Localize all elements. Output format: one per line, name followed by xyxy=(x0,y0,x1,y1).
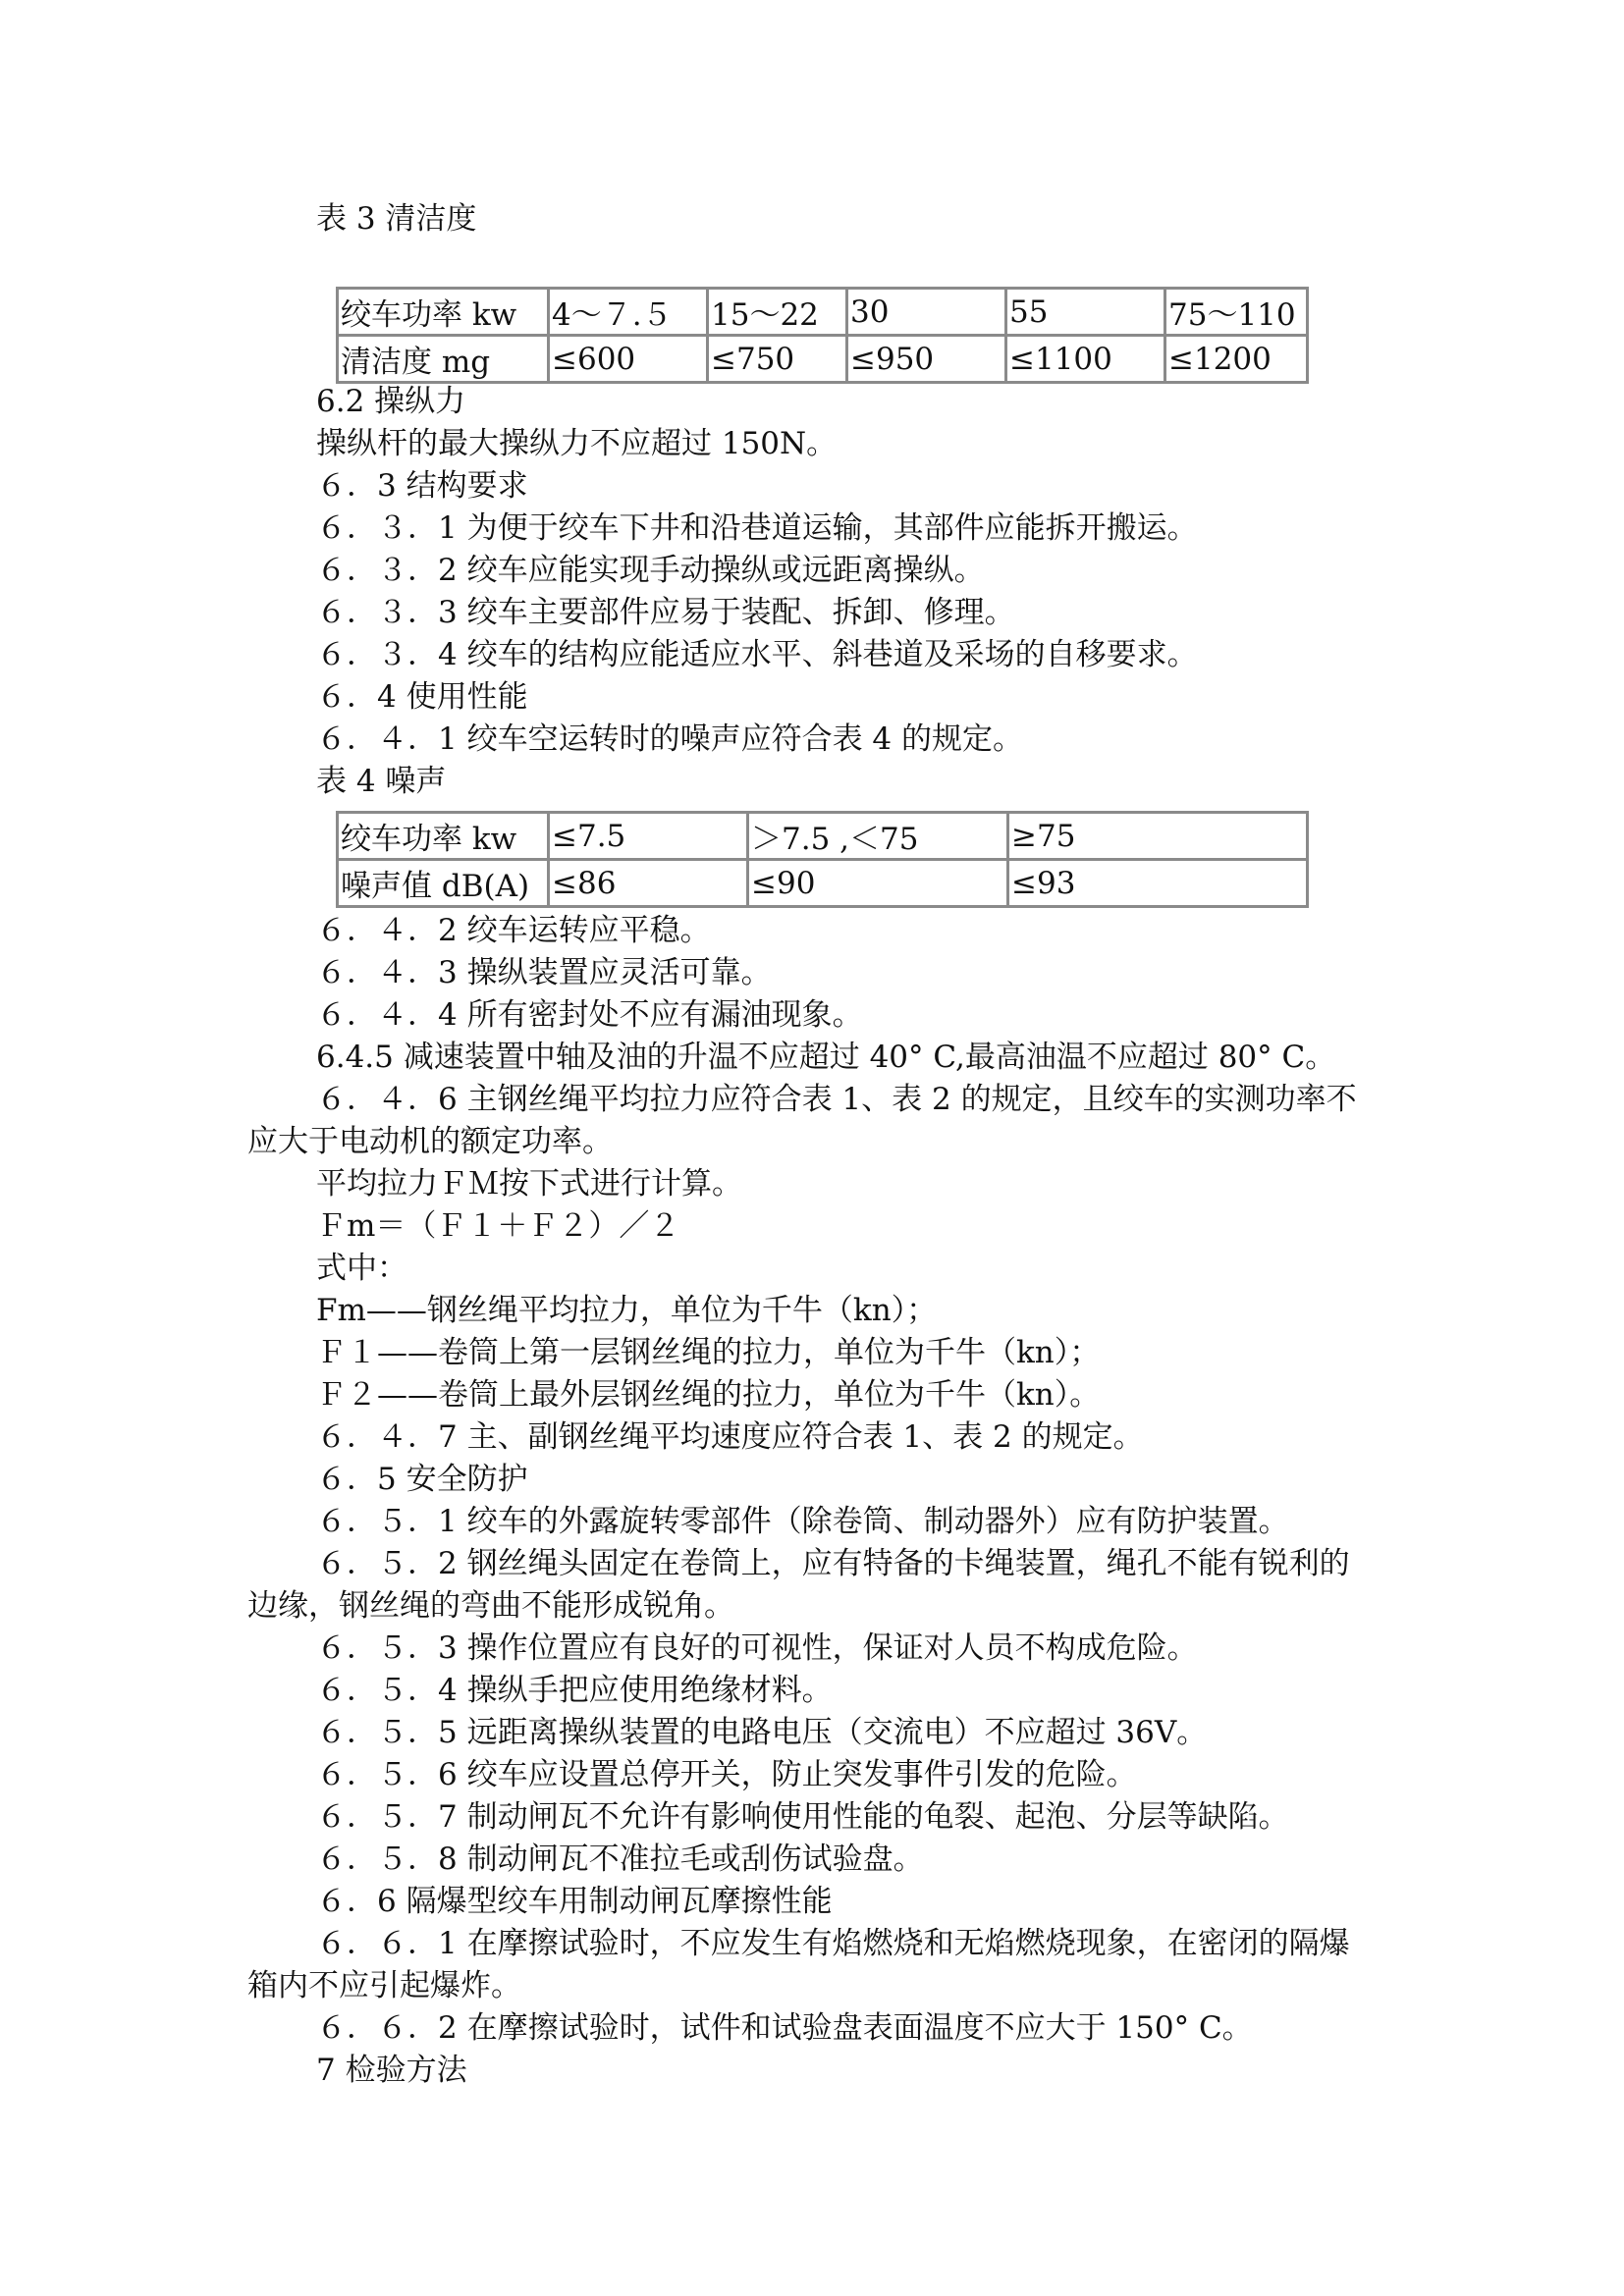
body-line: 箱内不应引起爆炸。 xyxy=(247,1968,521,2003)
table-cell: 清洁度 mg xyxy=(338,336,549,383)
table-cell: ≤7.5 xyxy=(549,813,748,860)
body-line: ６．３．4 绞车的结构应能适应水平、斜巷道及采场的自移要求。 xyxy=(316,637,1198,672)
table3-caption: 表 3 清洁度 xyxy=(316,201,477,237)
body-line: ６．５．7 制动闸瓦不允许有影响使用性能的龟裂、起泡、分层等缺陷。 xyxy=(316,1799,1289,1835)
table-cell: 30 xyxy=(847,289,1006,336)
body-line: ６．５．5 远距离操纵装置的电路电压（交流电）不应超过 36V。 xyxy=(316,1715,1208,1750)
table-cell: ≤86 xyxy=(549,860,748,907)
table-cell: ≥75 xyxy=(1008,813,1308,860)
body-line: ６．５．2 钢丝绳头固定在卷筒上，应有特备的卡绳装置，绳孔不能有锐利的 xyxy=(316,1546,1350,1581)
body-line: ６．３．2 绞车应能实现手动操纵或远距离操纵。 xyxy=(316,553,985,588)
body-line: ６．５．3 操作位置应有良好的可视性，保证对人员不构成危险。 xyxy=(316,1630,1198,1666)
body-line: ６．４．4 所有密封处不应有漏油现象。 xyxy=(316,997,863,1033)
body-line: ６．５．4 操纵手把应使用绝缘材料。 xyxy=(316,1673,833,1708)
body-line: 6.4.5 减速装置中轴及油的升温不应超过 40° C,最高油温不应超过 80° C。 xyxy=(316,1040,1336,1075)
table-cell: 55 xyxy=(1006,289,1165,336)
body-line: ６．４．6 主钢丝绳平均拉力应符合表 1、表 2 的规定，且绞车的实测功率不 xyxy=(316,1082,1357,1117)
table-cell: 绞车功率 kw xyxy=(338,289,549,336)
body-line: ６．5 安全防护 xyxy=(316,1462,528,1497)
table-row xyxy=(338,860,1308,907)
table-cell: ≤93 xyxy=(1008,860,1308,907)
formula-line: Ｆm＝（Ｆ１＋Ｆ２）／２ xyxy=(316,1208,680,1244)
table-cell: 绞车功率 kw xyxy=(338,813,549,860)
table-cell: 75～110 xyxy=(1165,289,1308,336)
body-line: ６．6 隔爆型绞车用制动闸瓦摩擦性能 xyxy=(316,1884,833,1919)
table-row xyxy=(338,813,1308,860)
table4-caption: 表 4 噪声 xyxy=(316,764,447,799)
body-line: ６．５．6 绞车应设置总停开关，防止突发事件引发的危险。 xyxy=(316,1757,1137,1792)
body-line: ６．５．1 绞车的外露旋转零部件（除卷筒、制动器外）应有防护装置。 xyxy=(316,1504,1289,1539)
body-line: ６．６．1 在摩擦试验时，不应发生有焰燃烧和无焰燃烧现象，在密闭的隔爆 xyxy=(316,1926,1350,1961)
body-line: ６．４．1 绞车空运转时的噪声应符合表 4 的规定。 xyxy=(316,721,1024,757)
table-row xyxy=(338,336,1308,383)
body-line: ６．４．3 操纵装置应灵活可靠。 xyxy=(316,955,772,990)
body-line: ６．3 结构要求 xyxy=(316,468,528,504)
body-line: 式中： xyxy=(316,1251,407,1286)
body-line: ６．４．2 绞车运转应平稳。 xyxy=(316,913,711,948)
body-line: 应大于电动机的额定功率。 xyxy=(247,1124,613,1159)
body-line: ６．３．1 为便于绞车下井和沿巷道运输，其部件应能拆开搬运。 xyxy=(316,510,1198,546)
table-cell: ＞7.5 ,＜75 xyxy=(748,813,1008,860)
section-heading: 7 检验方法 xyxy=(316,2053,467,2088)
body-line: ６．６．2 在摩擦试验时，试件和试验盘表面温度不应大于 150° C。 xyxy=(316,2010,1253,2046)
body-line: 边缘，钢丝绳的弯曲不能形成锐角。 xyxy=(247,1588,734,1624)
body-line: ６．4 使用性能 xyxy=(316,679,528,715)
body-line: ６．３．3 绞车主要部件应易于装配、拆卸、修理。 xyxy=(316,595,1015,630)
table-cell: ≤600 xyxy=(549,336,708,383)
body-line: 平均拉力ＦＭ按下式进行计算。 xyxy=(316,1166,742,1201)
body-line: Fm——钢丝绳平均拉力，单位为千牛（kn）； xyxy=(316,1293,938,1328)
table-row xyxy=(338,289,1308,336)
body-line: Ｆ２——卷筒上最外层钢丝绳的拉力，单位为千牛（kn）。 xyxy=(316,1377,1101,1413)
table-cell: 15～22 xyxy=(708,289,847,336)
table-cell: ≤750 xyxy=(708,336,847,383)
table3-cleanliness xyxy=(336,287,1309,384)
body-line: ６．５．8 制动闸瓦不准拉毛或刮伤试验盘。 xyxy=(316,1842,924,1877)
body-line: Ｆ１——卷筒上第一层钢丝绳的拉力，单位为千牛（kn）； xyxy=(316,1335,1101,1370)
body-line: 6.2 操纵力 xyxy=(316,384,466,419)
body-line: ６．４．7 主、副钢丝绳平均速度应符合表 1、表 2 的规定。 xyxy=(316,1419,1144,1455)
table-cell: ≤1100 xyxy=(1006,336,1165,383)
table-cell: ≤90 xyxy=(748,860,1008,907)
table-cell: 噪声值 dB(A) xyxy=(338,860,549,907)
table4-noise xyxy=(336,811,1309,908)
body-line: 操纵杆的最大操纵力不应超过 150N。 xyxy=(316,426,838,461)
table-cell: ≤1200 xyxy=(1165,336,1308,383)
table-cell: 4～７.５ xyxy=(549,289,708,336)
table-cell: ≤950 xyxy=(847,336,1006,383)
